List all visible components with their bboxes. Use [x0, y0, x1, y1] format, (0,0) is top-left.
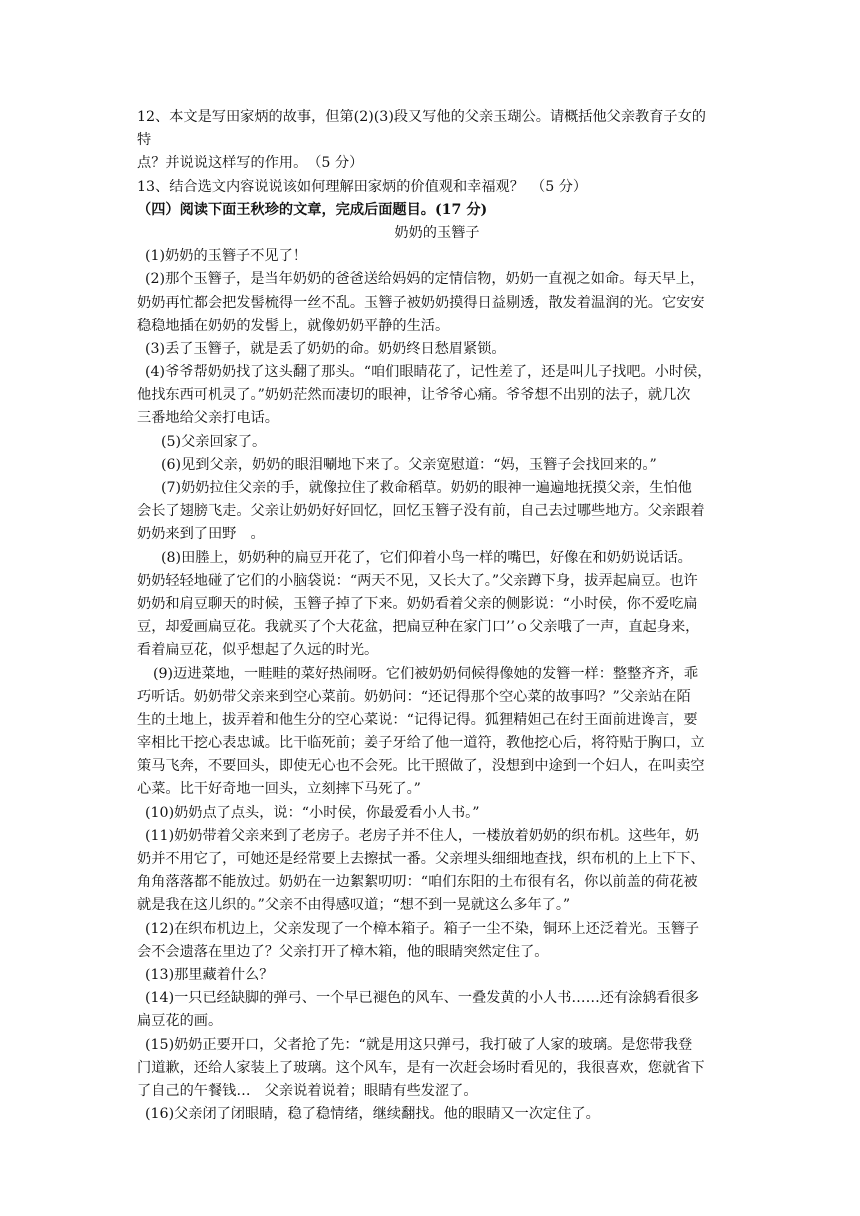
text-line: 奶并不用它了，可她还是经常要上去擦拭一番。父亲埋头细细地查找，织布机的上上下下、 [137, 851, 705, 867]
text-line: 会长了翅膀飞走。父亲让奶奶好好回忆，回忆玉簪子没有前，自己去过哪些地方。父亲跟着 [137, 503, 705, 520]
text-line: 巧听话。奶奶带父亲来到空心菜前。奶奶问：“还记得那个空心菜的故事吗？”父亲站在陌 [137, 688, 691, 705]
text-line: (12)在织布机边上，父亲发现了一个樟本箱子。箱子一尘不染，铜环上还泛着光。玉簪子 [145, 920, 700, 937]
text-line: 奶奶轻轻地碰了它们的小脑袋说：“两天不见，又长大了。”父亲蹲下身，拔弄起扁豆。也许 [137, 572, 698, 589]
text-line: 生的土地上，拔弄着和他生分的空心菜说：“记得记得。狐狸精妲己在纣王面前进谗言，要 [137, 711, 698, 728]
text-line: (3)丢了玉簪子，就是丢了奶奶的命。奶奶终日愁眉紧锁。 [145, 340, 506, 357]
text-line: (11)奶奶带着父亲来到了老房子。老房子并不住人，一楼放着奶奶的织布机。这些年，奶 [145, 827, 700, 844]
text-line: 特 [137, 132, 152, 149]
text-line: 稳稳地插在奶奶的发髻上，就像奶奶平静的生活。 [137, 317, 450, 334]
document-body [137, 106, 737, 1126]
text-line: (8)田塍上，奶奶种的扁豆开花了，它们仰着小鸟一样的嘴巴，好像在和奶奶说话话。 [161, 549, 692, 566]
text-line: (1)奶奶的玉簪子不见了！ [145, 248, 307, 265]
text-line: 宰相比干挖心表忠诚。比干临死前；姜子牙给了他一道符，教他挖心后，将符贴于胸口，立 [137, 735, 705, 752]
text-line: 奶奶再忙都会把发髻梳得一丝不乱。玉簪子被奶奶摸得日益剔透，散发着温润的光。它安安 [137, 294, 705, 311]
text-line: 三番地给父亲打电话。 [137, 410, 279, 427]
text-line: 点？并说说这样写的作用。 （5 分） [137, 155, 364, 172]
text-line: 扁豆花的画。 [137, 1013, 223, 1030]
text-line: 他找东西可机灵了。”奶奶茫然而凄切的眼神，让爷爷心痛。爷爷想不出别的法子，就几次 [137, 387, 691, 404]
text-line: (14)一只已经缺脚的弹弓、一个早已褪色的风车、一叠发黄的小人书……还有涂鸫看很多 [145, 990, 700, 1007]
text-line: (9)迈进菜地，一畦畦的菜好热闹呀。它们被奶奶伺候得像她的发簪一样：整整齐齐，乖 [153, 665, 699, 682]
text-line: 看着扁豆花，似乎想起了久远的时光。 [137, 642, 379, 659]
text-line: 策马飞奔，不要回头，即使无心也不会死。比干照做了，没想到中途到一个妇人，在叫卖空 [137, 758, 705, 775]
text-line: (15)奶奶正要开口，父者抢了先：“就是用这只弹弓，我打破了人家的玻璃。是您带我登 [145, 1036, 693, 1053]
text-line: 奶奶和肩豆聊天的时候，玉簪子掉了下来。奶奶看着父亲的侧影说：“小时侯，你不爱吃扁 [137, 595, 698, 612]
text-line: (5)父亲回家了。 [161, 433, 267, 450]
text-line: 心菜。比干好奇地一回头，立刻摔下马死了。” [137, 781, 421, 798]
text-line: (4)爷爷帮奶奶找了这头翻了那头。“咱们眼睛花了，记性差了，还是叫儿子找吧。小时侯， [145, 364, 712, 381]
text-line: (16)父亲闭了闭眼睛，稳了稳情绪，继续翻找。他的眼睛又一次定住了。 [145, 1106, 600, 1123]
text-line: 奶奶来到了田野 。 [137, 526, 265, 543]
text-line: (7)奶奶拉住父亲的手，就像拉住了救命稻草。奶奶的眼神一遍遍地抚摸父亲，生怕他 [161, 480, 692, 496]
text-line: (2)那个玉簪子，是当年奶奶的爸爸送给妈妈的定情信物，奶奶一直视之如命。每天早上， [145, 271, 705, 288]
text-line: 就是我在这儿织的。”父亲不由得感叹道；“想不到一晃就这么多年了。” [137, 897, 571, 914]
text-line: (10)奶奶点了点头，说：“小时侯，你最爱看小人书。” [145, 804, 480, 821]
text-line: (13)那里藏着什么？ [145, 966, 274, 983]
text-line: 角角落落都不能放过。奶奶在一边絮絮叨叨：“咱们东阳的土布很有名，你以前盖的荷花被 [137, 874, 698, 891]
text-line: (6)见到父亲，奶奶的眼泪唰地下来了。父亲宽慰道：“妈，玉簪子会找回来的。” [161, 456, 657, 473]
text-line: 会不会遗落在里边了？父亲打开了樟木箱，他的眼睛突然定住了。 [137, 943, 549, 960]
text-line: 13、结合选文内容说说该如何理解田家炳的价值观和幸福观？ （5 分） [137, 178, 588, 195]
section-heading: （四）阅读下面王秋珍的文章，完成后面题目。(17 分) [137, 201, 488, 218]
article-title: 奶奶的玉簪子 [394, 224, 480, 241]
text-line: 12、本文是写田家炳的故事，但第(2)(3)段又写他的父亲玉瑚公。请概括他父亲教育子女的 [137, 109, 706, 125]
text-line: 了自己的午餐钱… 父亲说着说着；眼睛有些发涩了。 [137, 1082, 478, 1099]
text-line: 豆，却爱画扁豆花。我就买了个大花盆，把扁豆种在家门口’’ｏ父亲哦了一声，直起身来， [137, 619, 700, 636]
text-line: 门道歉，还给人家装上了玻璃。这个风车，是有一次赶会场时看见的，我很喜欢，您就省下 [137, 1059, 705, 1076]
